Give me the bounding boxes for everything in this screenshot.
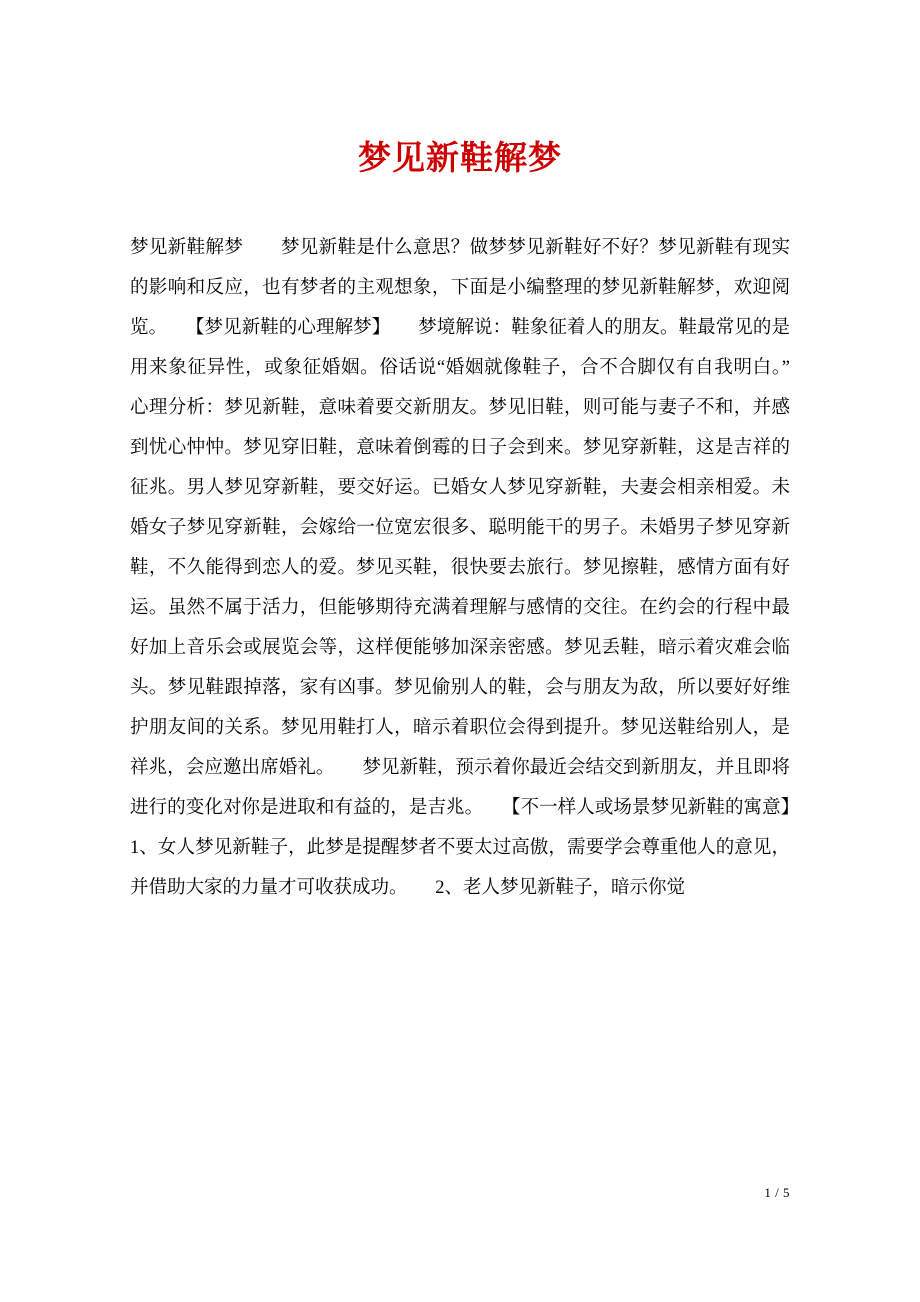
page-title: 梦见新鞋解梦 [358, 141, 562, 177]
document-body-text: 梦见新鞋解梦 梦见新鞋是什么意思？做梦梦见新鞋好不好？梦见新鞋有现实的影响和反应，也有梦者的主观想象，下面是小编整理的梦见新鞋解梦，欢迎阅览。 【梦见新鞋的心理解梦】 梦境解说：鞋象征着人的朋友。鞋最常见的是用来象征异性，或象征婚姻。俗话说“婚姻就像鞋子，合不合脚仅有自我明白。” 心理分析：梦见新鞋，意味着要交新朋友。梦见旧鞋，则可能与妻子不和，并感到忧心忡忡。梦见穿旧鞋，意味着倒霉的日子会到来。梦见穿新鞋，这是吉祥的征兆。男人梦见穿新鞋，要交好运。已婚女人梦见穿新鞋，夫妻会相亲相爱。未婚女子梦见穿新鞋，会嫁给一位宽宏很多、聪明能干的男子。未婚男子梦见穿新鞋，不久能得到恋人的爱。梦见买鞋，很快要去旅行。梦见擦鞋，感情方面有好运。虽然不属于活力，但能够期待充满着理解与感情的交往。在约会的行程中最好加上音乐会或展览会等，这样便能够加深亲密感。梦见丢鞋，暗示着灾难会临头。梦见鞋跟掉落，家有凶事。梦见偷别人的鞋，会与朋友为敌，所以要好好维护朋友间的关系。梦见用鞋打人，暗示着职位会得到提升。梦见送鞋给别人，是祥兆，会应邀出席婚礼。 梦见新鞋，预示着你最近会结交到新朋友，并且即将进行的变化对你是进取和有益的，是吉兆。 【不一样人或场景梦见新鞋的寓意】 1、女人梦见新鞋子，此梦是提醒梦者不要太过高傲，需要学会尊重他人的意见，并借助大家的力量才可收获成功。 2、老人梦见新鞋子，暗示你觉 [130, 237, 828, 898]
page-number: 1 / 5 [764, 1185, 790, 1200]
page-content-area [130, 0, 828, 1302]
